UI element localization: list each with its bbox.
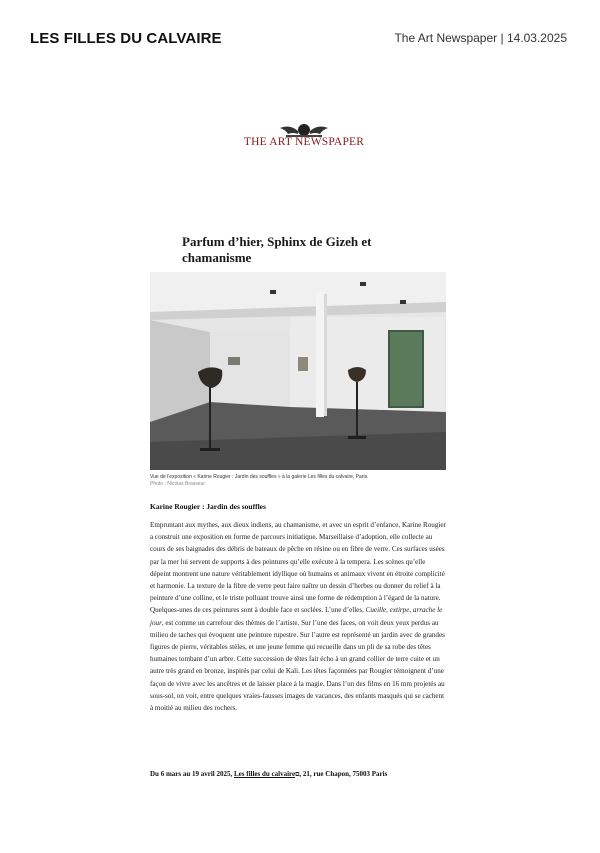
newspaper-masthead (236, 122, 372, 152)
exhibition-dates: Du 6 mars au 19 avril 2025, (150, 770, 234, 778)
body-text-part-2: , est comme un carrefour des thèmes de l’artiste. Sur l’une des faces, on voit deux yeux perdus au milieu de taches qui évoquent une peinture rupestre. Sur l’autre est représenté un jardin avec de grandes figures de pierre, véritables stèles, et une jeune femme qui recueille dans un pli de sa robe des têtes humaines tombant d’un arbre. Cette succession de têtes fait écho à un grand collier de terre cuite et un autre très grand en bronze, inspirés par celui de Kali. Les têtes façonnées par Rougier témoignent d’une façon de vivre avec les ancêtres et de laisser place à la magie. Dans l’un des films en 16 mm projetés au sous-sol, on voit, entre quelques vraies-fausses images de vacances, des enfants masqués qui se cachent à moitié au milieu des rochers. (150, 618, 445, 713)
gallery-name: LES FILLES DU CALVAIRE (30, 30, 222, 47)
body-text-part-1: Empruntant aux mythes, aux dieux indiens, au chamanisme, et avec un esprit d’enfance, Karine Rougier a construit une exposition en forme de parcours initiatique. Marseillaise d’adoption, elle collecte au cours de ses baignades des débris de bateaux de pêche en résine ou en fibre de verre. Ces surfaces usées par la mer lui servent de supports à des peintures qu’elle exécute à la tempera. Les scènes qu’elle dépeint montrent une nature véritablement idyllique où humains et animaux vivent en étroite complicité et harmonie. La texture de la fibre de verre peut faire naître un dessin d’herbes ou donner du relief à la peinture d’une colline, et le triste polluant trouve ainsi une forme de rédemption à l’égard de la nature. Quelques-unes de ces peintures sont à double face et soclées. L’une d’elles, (150, 521, 446, 615)
article-headline: Parfum d’hier, Sphinx de Gizeh et chamanisme (182, 234, 372, 265)
gallery-address: , 21, rue Chapon, 75003 Paris (299, 770, 388, 778)
publication-date: The Art Newspaper | 14.03.2025 (394, 31, 567, 45)
exhibition-photo (150, 272, 446, 470)
exhibition-info (150, 770, 446, 779)
photo-caption (150, 474, 446, 488)
page-header (30, 30, 567, 50)
article-body (150, 519, 446, 714)
masthead-title: THE ART NEWSPAPER (243, 136, 365, 148)
exhibition-title: Karine Rougier : Jardin des souffles (150, 502, 266, 511)
photo-credit: Photo : Nicolas Brasseur (150, 481, 206, 487)
caption-text: Vue de l’exposition « Karine Rougier : Jardin des souffles » à la galerie Les filles du calvaire, Paris. (150, 474, 369, 480)
artwork-title: Cueille, extirpe, arrache le jour (150, 606, 443, 627)
gallery-link[interactable]: Les filles du calvaire (234, 770, 296, 778)
external-link-icon[interactable]: ⧉ (295, 772, 300, 778)
